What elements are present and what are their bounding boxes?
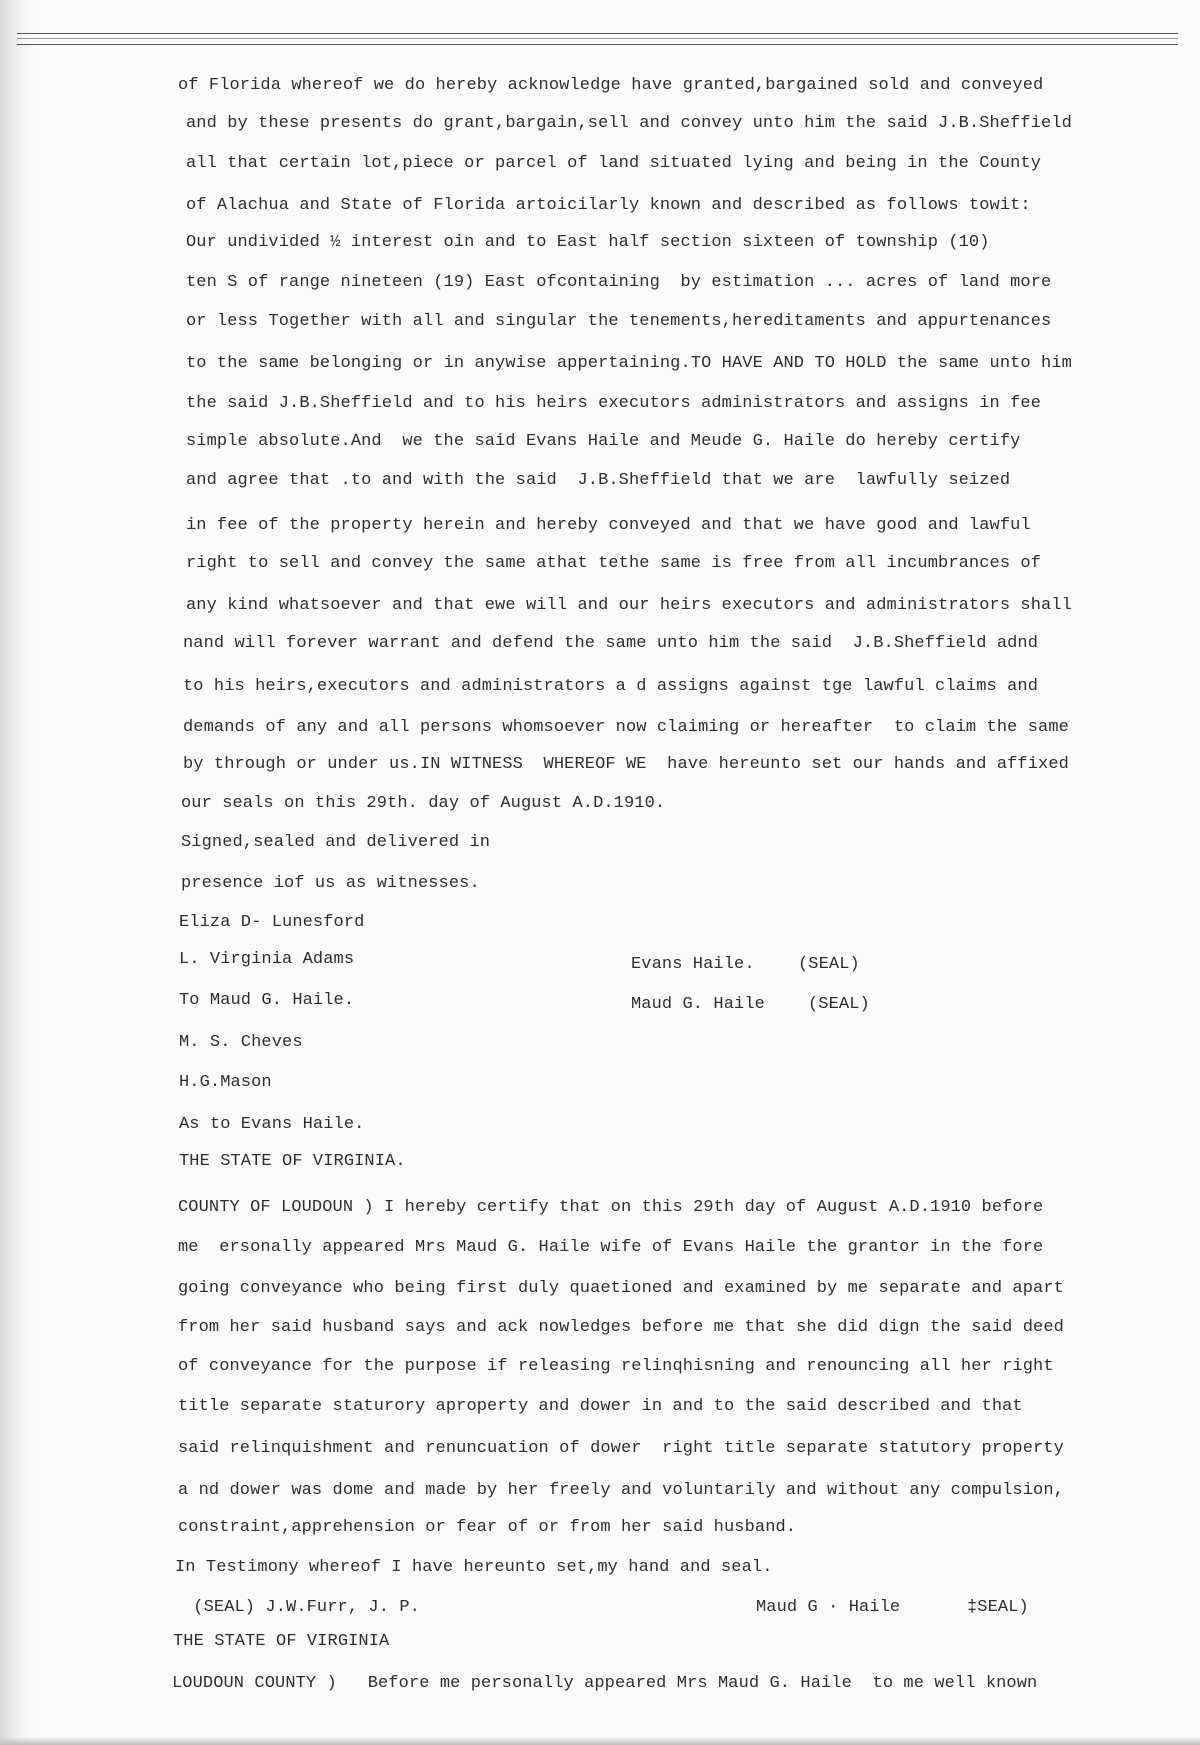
text-line: and by these presents do grant,bargain,sell and convey unto him the said J.B.Sheffield xyxy=(186,114,1072,133)
signature-name: Maud G · Haile xyxy=(756,1598,901,1617)
text-line: title separate staturory aproperty and dower in and to the said described and that xyxy=(178,1397,1023,1416)
seal-label: (SEAL) xyxy=(808,995,870,1014)
text-line: of Florida whereof we do hereby acknowledge have granted,bargained sold and conveyed xyxy=(178,76,1044,95)
text-line: to the same belonging or in anywise appertaining.TO HAVE AND TO HOLD the same unto him xyxy=(186,354,1072,373)
text-line: in fee of the property herein and hereby conveyed and that we have good and lawful xyxy=(186,516,1031,535)
text-line: me ersonally appeared Mrs Maud G. Haile wife of Evans Haile the grantor in the fore xyxy=(178,1238,1044,1257)
text-line: any kind whatsoever and that ewe will and our heirs executors and administrators shall xyxy=(186,596,1072,615)
text-line: Our undivided ½ interest oin and to East half section sixteen of township (10) xyxy=(186,233,990,252)
signature-name: Maud G. Haile xyxy=(631,995,765,1014)
text-line: LOUDOUN COUNTY ) Before me personally appeared Mrs Maud G. Haile to me well known xyxy=(172,1674,1038,1693)
text-line: demands of any and all persons whomsoever now claiming or hereafter to claim the same xyxy=(183,718,1069,737)
text-line: a nd dower was dome and made by her freely and voluntarily and without any compulsion, xyxy=(178,1481,1064,1500)
text-line: going conveyance who being first duly quaetioned and examined by me separate and apart xyxy=(178,1279,1064,1298)
text-line: ten S of range nineteen (19) East ofcontaining by estimation ... acres of land more xyxy=(186,273,1052,292)
text-line: from her said husband says and ack nowledges before me that she did dign the said deed xyxy=(178,1318,1064,1337)
text-line: nand will forever warrant and defend the same unto him the said J.B.Sheffield adnd xyxy=(183,634,1039,653)
text-line: COUNTY OF LOUDOUN ) I hereby certify that on this 29th day of August A.D.1910 before xyxy=(178,1198,1044,1217)
text-line: of conveyance for the purpose if releasing relinqhisning and renouncing all her right xyxy=(178,1357,1054,1376)
text-line: of Alachua and State of Florida artoicilarly known and described as follows towit: xyxy=(186,196,1031,215)
page-left-edge-shadow xyxy=(0,0,34,1745)
top-rule xyxy=(17,38,1178,39)
top-rule xyxy=(17,44,1178,45)
text-line: simple absolute.And we the said Evans Haile and Meude G. Haile do hereby certify xyxy=(186,432,1021,451)
witness-name: M. S. Cheves xyxy=(179,1033,303,1052)
top-rule xyxy=(17,33,1178,34)
page-bottom-edge xyxy=(0,1737,1200,1745)
text-line: by through or under us.IN WITNESS WHEREOF WE have hereunto set our hands and affixed xyxy=(183,755,1069,774)
witness-name: L. Virginia Adams xyxy=(179,950,355,969)
seal-label: (SEAL) xyxy=(798,955,860,974)
seal-label: ‡SEAL) xyxy=(967,1598,1029,1617)
text-line: constraint,apprehension or fear of or from her said husband. xyxy=(178,1518,797,1537)
text-line: all that certain lot,piece or parcel of land situated lying and being in the County xyxy=(186,154,1042,173)
text-line: or less Together with all and singular the tenements,hereditaments and appurtenances xyxy=(186,312,1052,331)
text-line: our seals on this 29th. day of August A.D.1910. xyxy=(181,794,666,813)
section-heading: THE STATE OF VIRGINIA xyxy=(173,1632,390,1651)
text-line: presence iof us as witnesses. xyxy=(181,874,480,893)
text-line: right to sell and convey the same athat tethe same is free from all incumbrances of xyxy=(186,554,1042,573)
text-line: and agree that .to and with the said J.B.Sheffield that we are lawfully seized xyxy=(186,471,1011,490)
text-line: the said J.B.Sheffield and to his heirs executors administrators and assigns in fee xyxy=(186,394,1042,413)
text-line: To Maud G. Haile. xyxy=(179,991,355,1010)
witness-name: Eliza D- Lunesford xyxy=(179,913,365,932)
notary-signature: (SEAL) J.W.Furr, J. P. xyxy=(183,1598,420,1617)
text-line: In Testimony whereof I have hereunto set,my hand and seal. xyxy=(175,1558,773,1577)
text-line: Signed,sealed and delivered in xyxy=(181,833,491,852)
signature-name: Evans Haile. xyxy=(631,955,755,974)
text-line: As to Evans Haile. xyxy=(179,1115,365,1134)
text-line: to his heirs,executors and administrators a d assigns against tge lawful claims and xyxy=(183,677,1039,696)
text-line: said relinquishment and renuncuation of dower right title separate statutory property xyxy=(178,1439,1064,1458)
witness-name: H.G.Mason xyxy=(179,1073,272,1092)
section-heading: THE STATE OF VIRGINIA. xyxy=(179,1152,406,1171)
